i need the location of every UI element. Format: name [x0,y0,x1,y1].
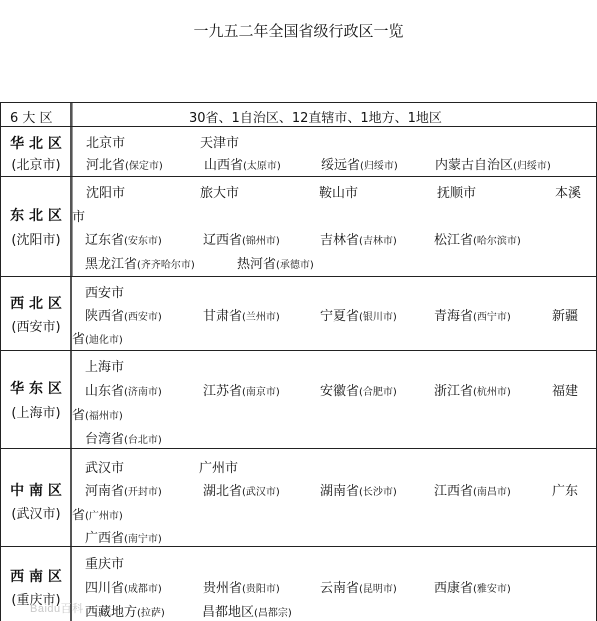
region-capital: (上海市) [11,406,61,421]
province-table [0,102,597,621]
region-name: 华 东 区 [10,381,62,397]
province-entry: 新疆 [552,309,579,324]
municipality: 本溪 [555,186,582,201]
province-entry: 热河省(承德市) [237,257,314,272]
province-entry: 四川省(成都市) [85,581,162,596]
municipality: 沈阳市 [86,186,126,201]
region-row-xinan [0,546,597,621]
province-entry: 湖北省(武汉市) [203,484,280,499]
province-entry: 云南省(昆明市) [320,581,397,596]
municipality: 武汉市 [85,461,125,476]
province-entry: 西康省(雅安市) [434,581,511,596]
region-capital: (北京市) [11,158,61,173]
province-entry: 台湾省(台北市) [85,432,162,447]
region-cell [0,127,72,176]
province-entry: 甘肃省(兰州市) [203,309,280,324]
province-entry: 河南省(开封市) [85,484,162,499]
province-entry: 山西省(太原市) [204,158,281,173]
province-entry: 江西省(南昌市) [434,484,511,499]
municipality: 西安市 [85,286,125,301]
province-entry: 广西省(南宁市) [85,531,162,546]
header-regions-count: 6 大 区 [10,111,53,126]
province-entry: 内蒙古自治区(归绥市) [435,158,551,173]
province-entry: 辽西省(锦州市) [203,233,280,248]
region-name: 西 南 区 [10,569,62,585]
header-left-cell [0,103,72,126]
region-row-huadong [0,350,597,448]
page-title: 一九五二年全国省级行政区一览 [193,22,404,40]
municipality: 旅大市 [200,186,240,201]
province-entry: 青海省(西宁市) [434,309,511,324]
province-entry: 湖南省(长沙市) [320,484,397,499]
watermark: Baidu百科 [30,603,84,615]
region-content-cell [72,127,597,176]
province-entry: 黑龙江省(齐齐哈尔市) [85,257,195,272]
wrapped-province: 省(广州市) [72,508,123,523]
wrapped-text: 市 [72,210,86,225]
province-entry: 贵州省(贵阳市) [203,581,280,596]
province-entry: 陕西省(西安市) [85,309,162,324]
header-right-cell [72,103,597,126]
table-header-row [0,102,597,126]
region-row-dongbei [0,176,597,276]
region-capital: (重庆市) [11,593,61,608]
province-entry: 山东省(济南市) [85,384,162,399]
region-cell [0,351,72,448]
municipality: 重庆市 [85,557,125,572]
province-entry: 河北省(保定市) [86,158,163,173]
province-entry: 绥远省(归绥市) [321,158,398,173]
municipality: 北京市 [86,136,126,151]
table-left-border [0,102,1,621]
province-entry: 江苏省(南京市) [203,384,280,399]
region-capital: (沈阳市) [11,233,61,248]
province-entry: 昌都地区(昌都宗) [202,605,292,620]
province-entry: 西藏地方(拉萨) [85,605,165,620]
region-cell [0,277,72,350]
municipality: 抚顺市 [437,186,477,201]
region-row-zhongnan [0,448,597,546]
region-cell [0,177,72,276]
region-capital: (西安市) [11,320,61,335]
province-entry: 宁夏省(银川市) [320,309,397,324]
region-name: 东 北 区 [10,208,62,224]
region-cell [0,449,72,546]
province-entry: 松江省(哈尔滨市) [434,233,521,248]
region-row-xibei [0,276,597,350]
region-name: 西 北 区 [10,296,62,312]
province-entry: 吉林省(吉林市) [320,233,397,248]
region-name: 华 北 区 [10,136,62,152]
municipality: 鞍山市 [319,186,359,201]
region-row-huabei [0,126,597,176]
province-entry: 安徽省(合肥市) [320,384,397,399]
municipality: 天津市 [200,136,240,151]
province-entry: 福建 [552,384,579,399]
province-entry: 广东 [552,484,579,499]
municipality: 广州市 [199,461,239,476]
header-summary: 30省、1自治区、12直辖市、1地方、1地区 [189,111,442,126]
province-entry: 浙江省(杭州市) [434,384,511,399]
wrapped-province: 省(福州市) [72,408,123,423]
region-capital: (武汉市) [11,507,61,522]
municipality: 上海市 [85,360,125,375]
province-entry: 辽东省(安东市) [85,233,162,248]
wrapped-province: 省(迪化市) [72,332,123,347]
region-name: 中 南 区 [10,483,62,499]
